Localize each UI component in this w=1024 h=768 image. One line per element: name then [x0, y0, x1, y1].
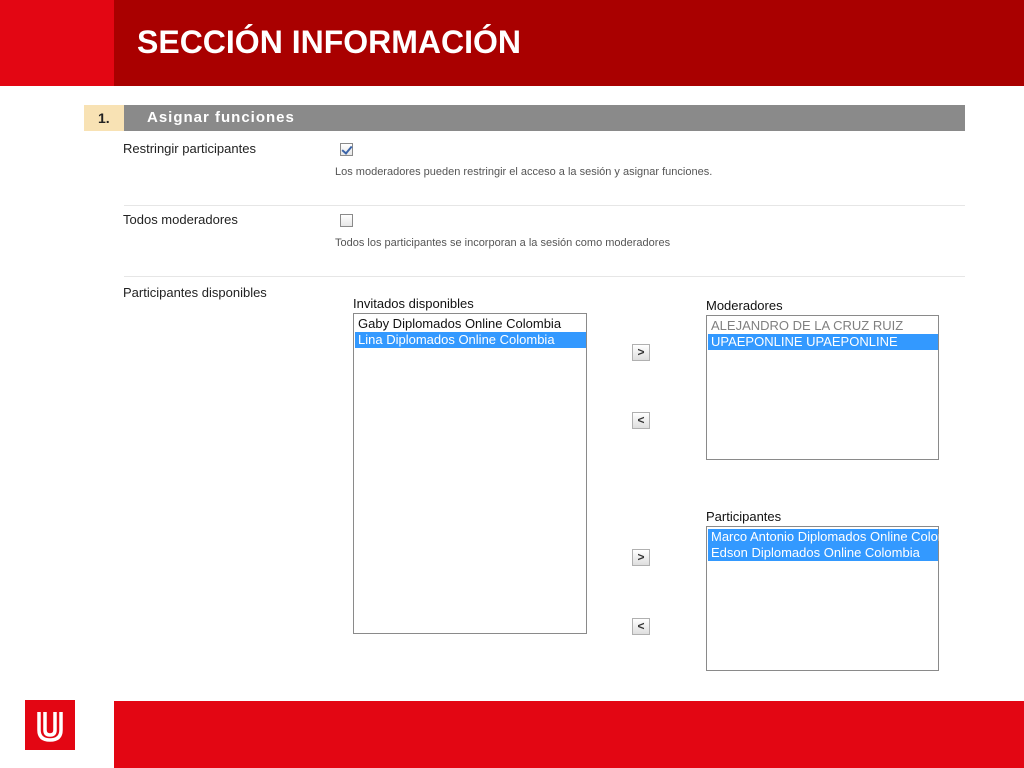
chevron-right-icon: > [637, 550, 645, 564]
participants-list-label: Participantes [706, 509, 782, 524]
divider [124, 205, 965, 206]
list-item[interactable]: Marco Antonio Diplomados Online Colombia [708, 529, 938, 545]
chevron-left-icon: < [637, 413, 645, 427]
list-item[interactable]: Gaby Diplomados Online Colombia [358, 316, 562, 331]
u-logo-icon [25, 700, 75, 750]
section-title: Asignar funciones [124, 105, 965, 131]
restrict-hint: Los moderadores pueden restringir el acceso a la sesión y asignar funciones. [335, 166, 713, 178]
chevron-left-icon: < [637, 619, 645, 633]
participants-listbox[interactable] [706, 526, 967, 671]
remove-moderator-button[interactable] [632, 412, 650, 429]
list-item[interactable]: UPAEPONLINE UPAEPONLINE [708, 334, 938, 350]
header-accent [0, 0, 114, 86]
list-item[interactable]: ALEJANDRO DE LA CRUZ RUIZ [711, 318, 904, 333]
restrict-label: Restringir participantes [123, 141, 256, 156]
all-moderators-checkbox[interactable] [340, 214, 353, 227]
chevron-right-icon: > [637, 345, 645, 359]
all-moderators-hint: Todos los participantes se incorporan a la sesión como moderadores [335, 237, 671, 249]
available-list-label: Invitados disponibles [353, 296, 474, 311]
footer-bar [114, 701, 1024, 768]
divider [124, 276, 965, 277]
list-item[interactable]: Edson Diplomados Online Colombia [708, 545, 938, 561]
moderators-listbox[interactable] [706, 315, 939, 460]
available-listbox[interactable] [353, 313, 587, 634]
page-title: SECCIÓN INFORMACIÓN [137, 24, 521, 60]
add-moderator-button[interactable] [632, 344, 650, 361]
step-number: 1. [84, 105, 124, 131]
add-participant-button[interactable] [632, 549, 650, 566]
participants-label: Participantes disponibles [123, 285, 267, 300]
remove-participant-button[interactable] [632, 618, 650, 635]
moderators-list-label: Moderadores [706, 298, 783, 313]
all-moderators-label: Todos moderadores [123, 212, 238, 227]
restrict-checkbox[interactable] [340, 143, 353, 156]
list-item[interactable]: Lina Diplomados Online Colombia [355, 332, 586, 348]
